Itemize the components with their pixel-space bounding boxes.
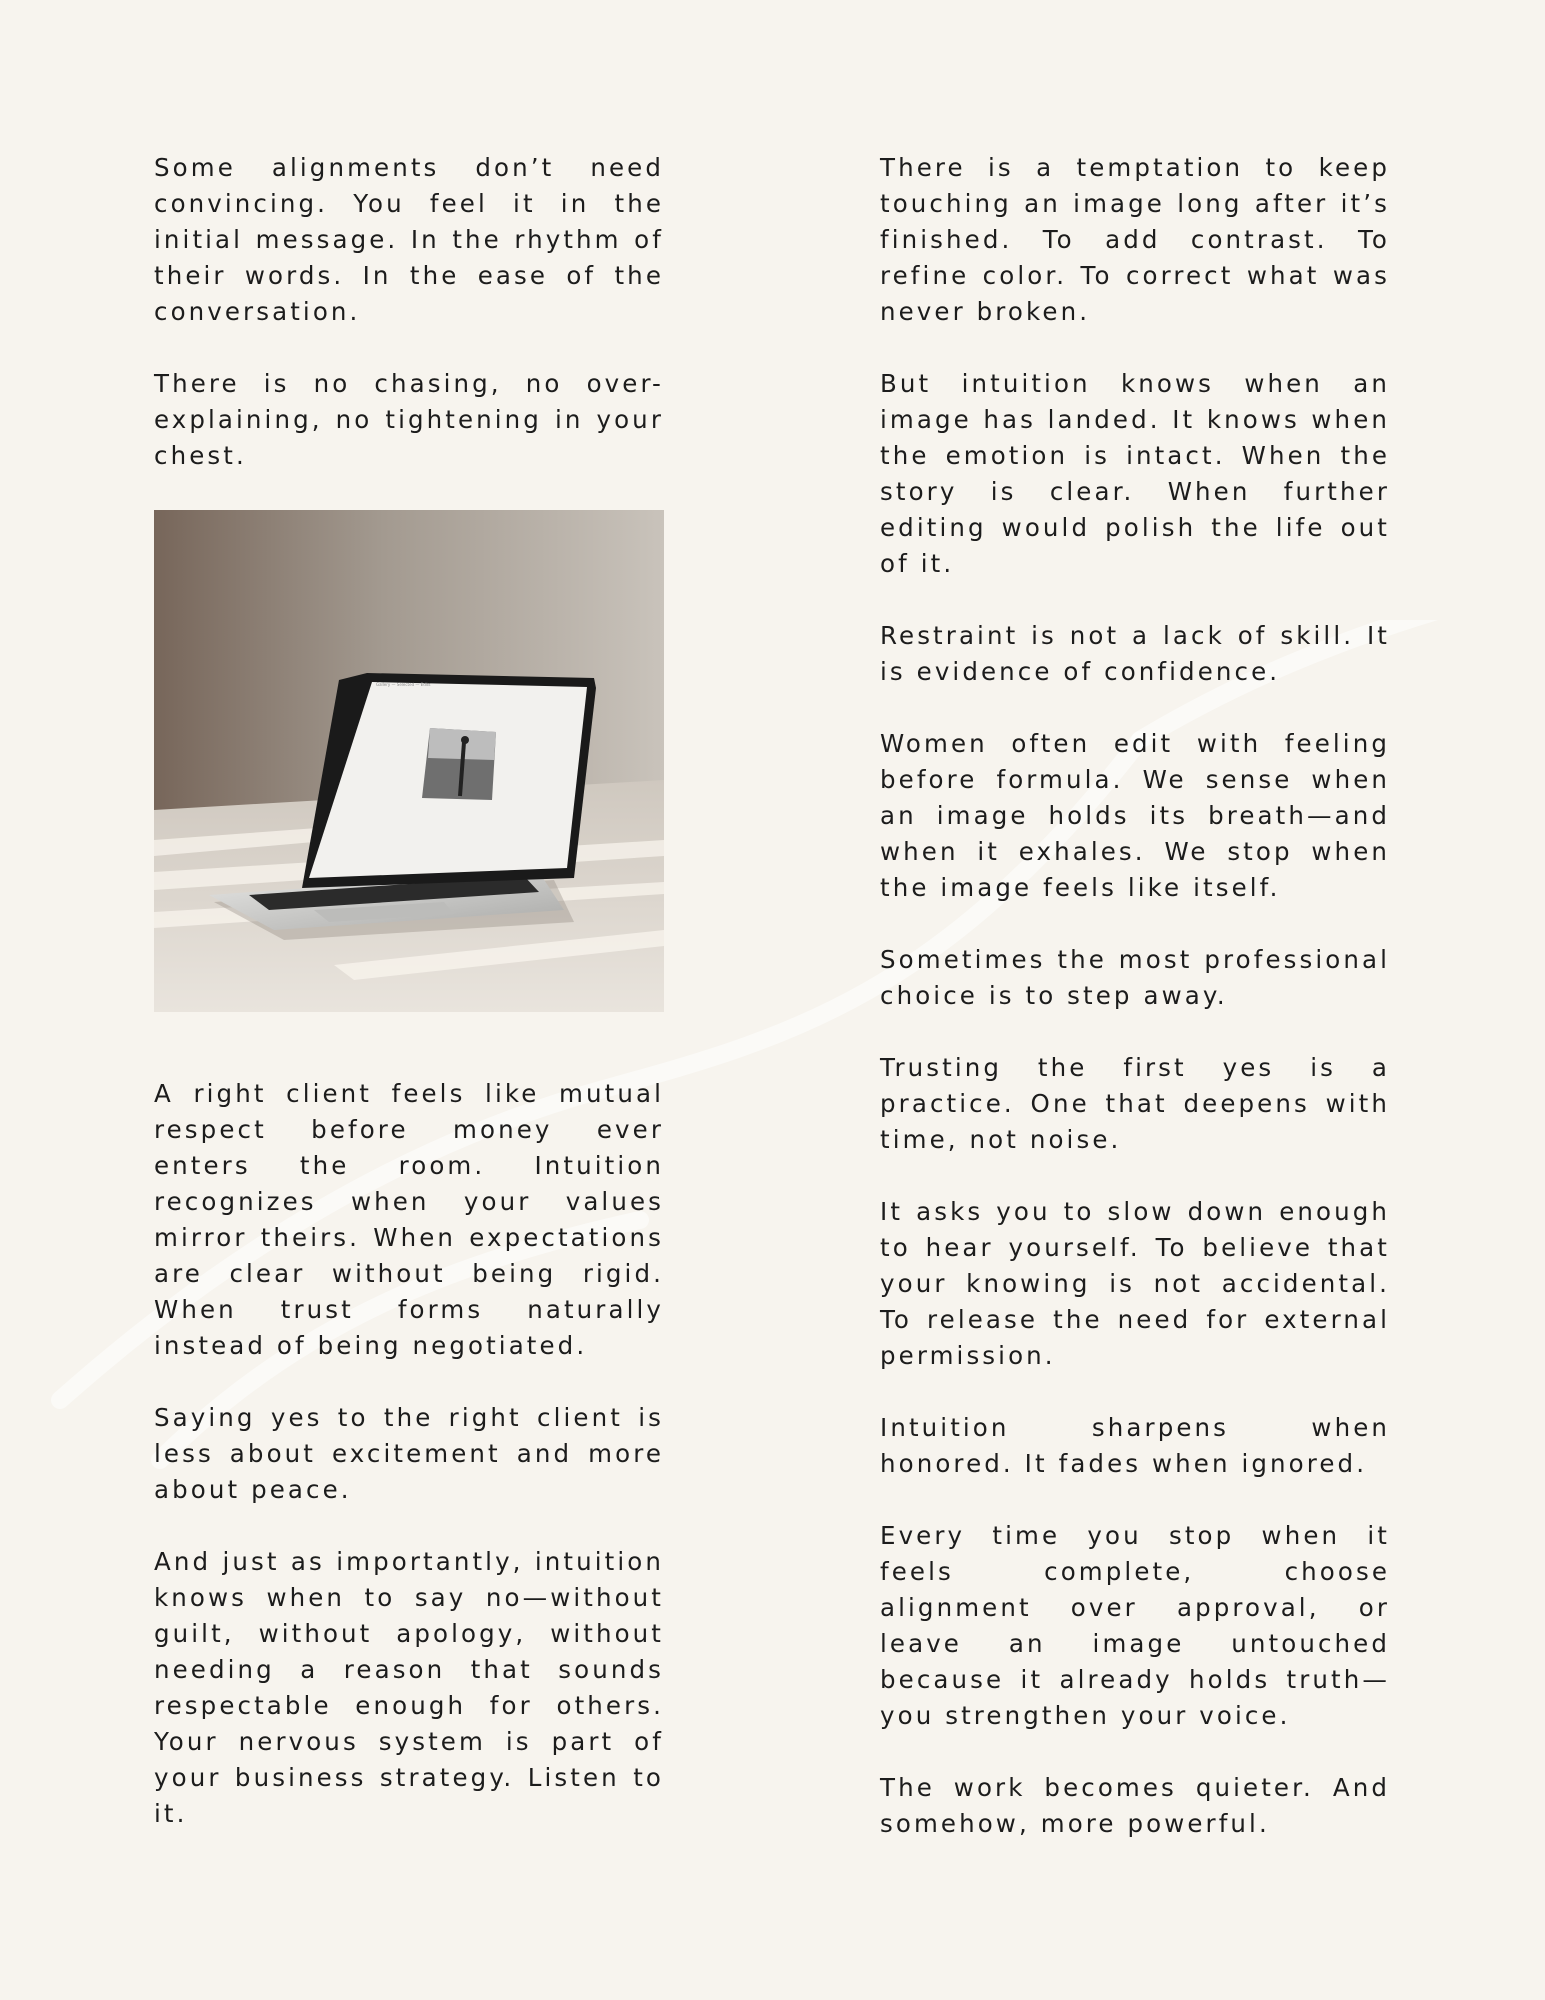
paragraph: Some alignments don’t need convincing. You feel it in the initial message. In the rhythm of their words. In the ease of the conversation. xyxy=(154,153,664,326)
paragraph: But intuition knows when an image has landed. It knows when the emotion is intact. When the story is clear. When further editing would polish the life out of it. xyxy=(880,369,1390,578)
paragraph: There is no chasing, no over-explaining, no tightening in your chest. xyxy=(154,369,664,470)
paragraph: Sometimes the most professional choice is to step away. xyxy=(880,945,1390,1010)
paragraph: Restraint is not a lack of skill. It is evidence of confidence. xyxy=(880,621,1390,686)
paragraph: Intuition sharpens when honored. It fades when ignored. xyxy=(880,1413,1390,1478)
paragraph: There is a temptation to keep touching an image long after it’s finished. To add contrast. To refine color. To correct what was never broken. xyxy=(880,153,1390,326)
left-column xyxy=(154,150,664,1868)
paragraph: It asks you to slow down enough to hear yourself. To believe that your knowing is not accidental. To release the need for external permission. xyxy=(880,1197,1390,1370)
laptop-on-desk-photo xyxy=(154,510,664,1012)
screen-tab-text: Gallery — Selected — Edits xyxy=(376,682,431,687)
paragraph: Women often edit with feeling before formula. We sense when an image holds its breath—and when it exhales. We stop when the image feels like itself. xyxy=(880,729,1390,902)
paragraph: Saying yes to the right client is less about excitement and more about peace. xyxy=(154,1403,664,1504)
paragraph: Trusting the first yes is a practice. One that deepens with time, not noise. xyxy=(880,1053,1390,1154)
paragraph: The work becomes quieter. And somehow, more powerful. xyxy=(880,1773,1390,1838)
right-column xyxy=(880,150,1390,1878)
paragraph: A right client feels like mutual respect before money ever enters the room. Intuition recognizes when your values mirror theirs. When expectations are clear without being rigid. When trust forms naturally instead of being negotiated. xyxy=(154,1079,664,1360)
paragraph: Every time you stop when it feels complete, choose alignment over approval, or leave an image untouched because it already holds truth—you strengthen your voice. xyxy=(880,1521,1390,1730)
paragraph: And just as importantly, intuition knows when to say no—without guilt, without apology, without needing a reason that sounds respectable enough for others. Your nervous system is part of your business strategy. Listen to it. xyxy=(154,1547,664,1828)
